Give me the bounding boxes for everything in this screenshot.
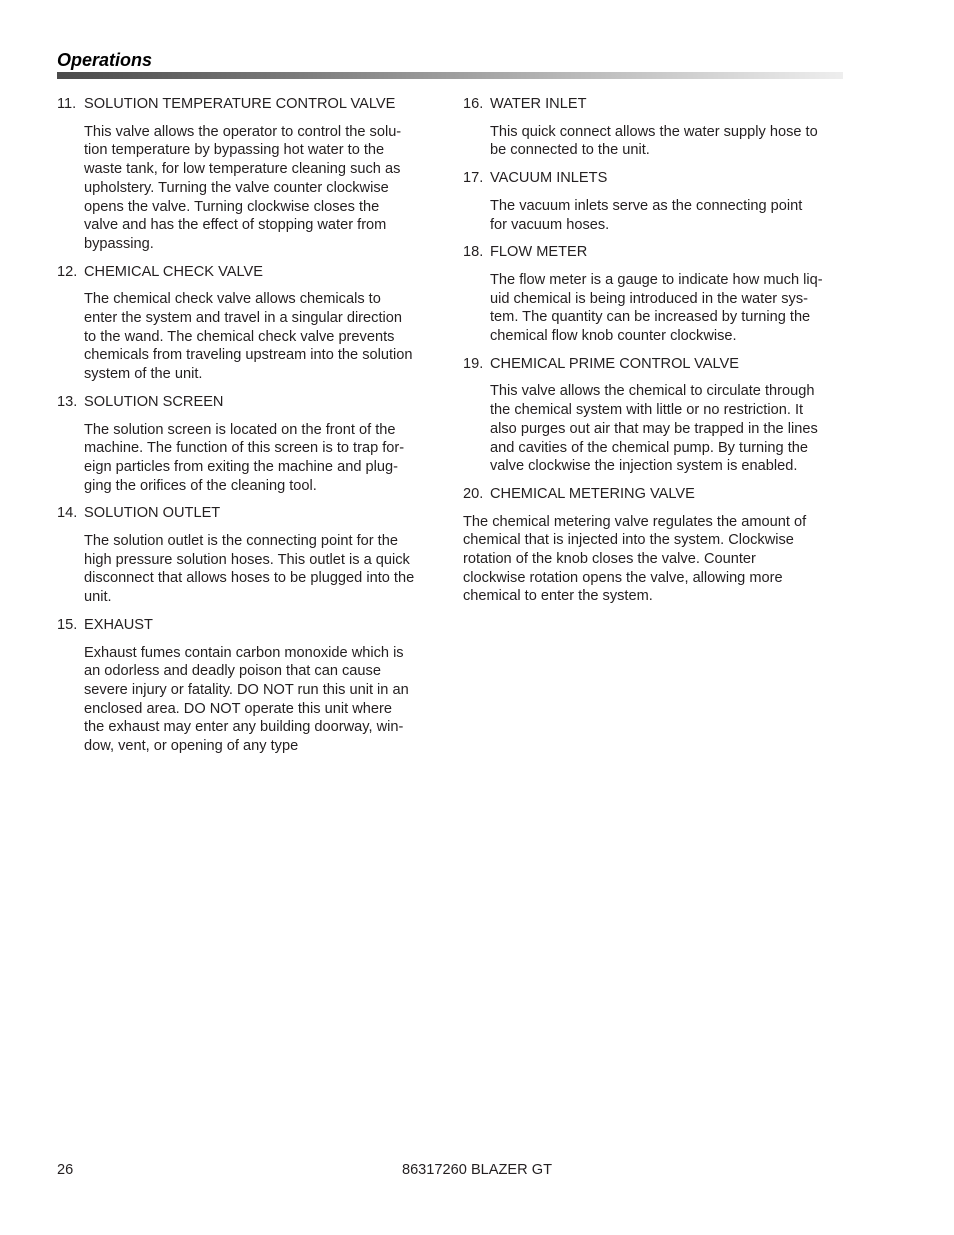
item-number: 16. (463, 96, 484, 112)
list-item (463, 485, 845, 606)
text-line: machine. The function of this screen is to trap for- (84, 440, 405, 457)
item-number: 13. (57, 393, 78, 410)
text-line: the exhaust may enter any building doorway, win- (84, 719, 404, 736)
item-title: VACUUM INLETS (490, 170, 608, 187)
page-number: 26 (57, 1162, 74, 1178)
right-column (463, 95, 845, 615)
item-heading (463, 243, 845, 262)
text-line: chemical that is injected into the system. Clockwise (463, 532, 794, 549)
item-title: SOLUTION OUTLET (84, 505, 221, 522)
item-description (84, 644, 437, 756)
text-line: tem. The quantity can be increased by turning the (490, 309, 811, 326)
section-title: Operations (57, 50, 153, 70)
item-description (490, 271, 845, 346)
text-line: This valve allows the operator to control the solu- (84, 123, 402, 140)
left-column (57, 95, 437, 765)
item-title: SOLUTION TEMPERATURE CONTROL VALVE (84, 96, 396, 112)
list-item (57, 616, 437, 756)
text-line: The vacuum inlets serve as the connecting point (490, 197, 803, 214)
item-description (490, 123, 845, 160)
item-description (463, 513, 845, 607)
item-heading (57, 504, 437, 523)
text-line: high pressure solution hoses. This outlet is a quick (84, 551, 410, 568)
item-description (490, 197, 845, 234)
item-title: CHEMICAL METERING VALVE (490, 485, 695, 502)
text-line: also purges out air that may be trapped in the lines (490, 420, 818, 437)
text-line: the chemical system with little or no restriction. It (490, 402, 804, 419)
item-title: SOLUTION SCREEN (84, 393, 224, 410)
item-heading (57, 263, 437, 282)
text-line: chemical to enter the system. (463, 588, 653, 605)
item-number: 18. (463, 244, 484, 261)
text-line: to the wand. The chemical check valve prevents (84, 328, 395, 345)
text-line: ging the orifices of the cleaning tool. (84, 477, 317, 494)
item-title: EXHAUST (84, 616, 153, 633)
text-line: enter the system and travel in a singular direction (84, 310, 402, 327)
item-number: 19. (463, 355, 484, 372)
list-item (463, 355, 845, 476)
text-line: valve clockwise the injection system is enabled. (490, 458, 798, 475)
item-title: CHEMICAL CHECK VALVE (84, 263, 263, 280)
text-line: for vacuum hoses. (490, 216, 610, 233)
text-line: dow, vent, or opening of any type (84, 738, 299, 755)
text-line: rotation of the knob closes the valve. Counter (463, 551, 756, 568)
item-heading (463, 485, 845, 504)
text-line: tion temperature by bypassing hot water to the (84, 142, 385, 159)
item-description (84, 532, 437, 607)
item-heading (57, 393, 437, 412)
text-line: opens the valve. Turning clockwise closes the (84, 198, 380, 215)
item-number: 20. (463, 485, 484, 502)
text-line: The chemical check valve allows chemicals to (84, 291, 381, 308)
text-line: The chemical metering valve regulates the amount of (463, 513, 807, 530)
item-description (84, 290, 437, 384)
item-heading (463, 169, 845, 188)
text-line: valve and has the effect of stopping water from (84, 217, 387, 234)
text-line: severe injury or fatality. DO NOT run this unit in an (84, 681, 409, 698)
list-item (57, 263, 437, 384)
item-heading (463, 95, 845, 114)
text-line: The flow meter is a gauge to indicate how much liq- (490, 271, 823, 288)
text-line: waste tank, for low temperature cleaning such as (84, 161, 401, 178)
item-title: CHEMICAL PRIME CONTROL VALVE (490, 355, 739, 372)
text-line: This quick connect allows the water supply hose to (490, 123, 818, 140)
item-heading (57, 616, 437, 635)
text-line: disconnect that allows hoses to be plugged into the (84, 570, 415, 587)
list-item (463, 169, 845, 234)
text-line: uid chemical is being introduced in the water sys- (490, 290, 808, 307)
item-number: 11. (57, 96, 77, 112)
item-description (84, 421, 437, 496)
list-item (463, 95, 845, 160)
item-title: WATER INLET (490, 96, 587, 112)
text-line: upholstery. Turning the valve counter clockwise (84, 179, 389, 196)
item-description (490, 382, 845, 476)
header-rule (57, 72, 843, 79)
text-line: eign particles from exiting the machine and plug- (84, 458, 398, 475)
text-line: The solution outlet is the connecting point for the (84, 533, 398, 550)
document-id: 86317260 BLAZER GT (401, 1162, 553, 1178)
item-title: FLOW METER (490, 244, 588, 261)
item-description (84, 123, 437, 254)
text-line: enclosed area. DO NOT operate this unit where (84, 700, 392, 717)
item-heading (463, 355, 845, 374)
text-line: clockwise rotation opens the valve, allowing more (463, 569, 783, 586)
list-item (57, 504, 437, 607)
text-line: bypassing. (84, 235, 154, 252)
text-line: unit. (84, 589, 112, 606)
text-line: and cavities of the chemical pump. By turning the (490, 439, 808, 456)
text-line: system of the unit. (84, 366, 203, 383)
text-line: This valve allows the chemical to circulate through (490, 383, 815, 400)
item-number: 17. (463, 170, 484, 187)
item-number: 12. (57, 263, 78, 280)
list-item (57, 95, 437, 254)
list-item (463, 243, 845, 346)
text-line: chemicals from traveling upstream into the solution (84, 347, 413, 364)
text-line: an odorless and deadly poison that can cause (84, 663, 381, 680)
text-line: be connected to the unit. (490, 142, 650, 159)
text-line: Exhaust fumes contain carbon monoxide which is (84, 644, 404, 661)
text-line: chemical flow knob counter clockwise. (490, 328, 737, 345)
item-number: 15. (57, 616, 78, 633)
list-item (57, 393, 437, 496)
item-heading (57, 95, 437, 114)
text-line: The solution screen is located on the front of the (84, 421, 396, 438)
item-number: 14. (57, 505, 78, 522)
